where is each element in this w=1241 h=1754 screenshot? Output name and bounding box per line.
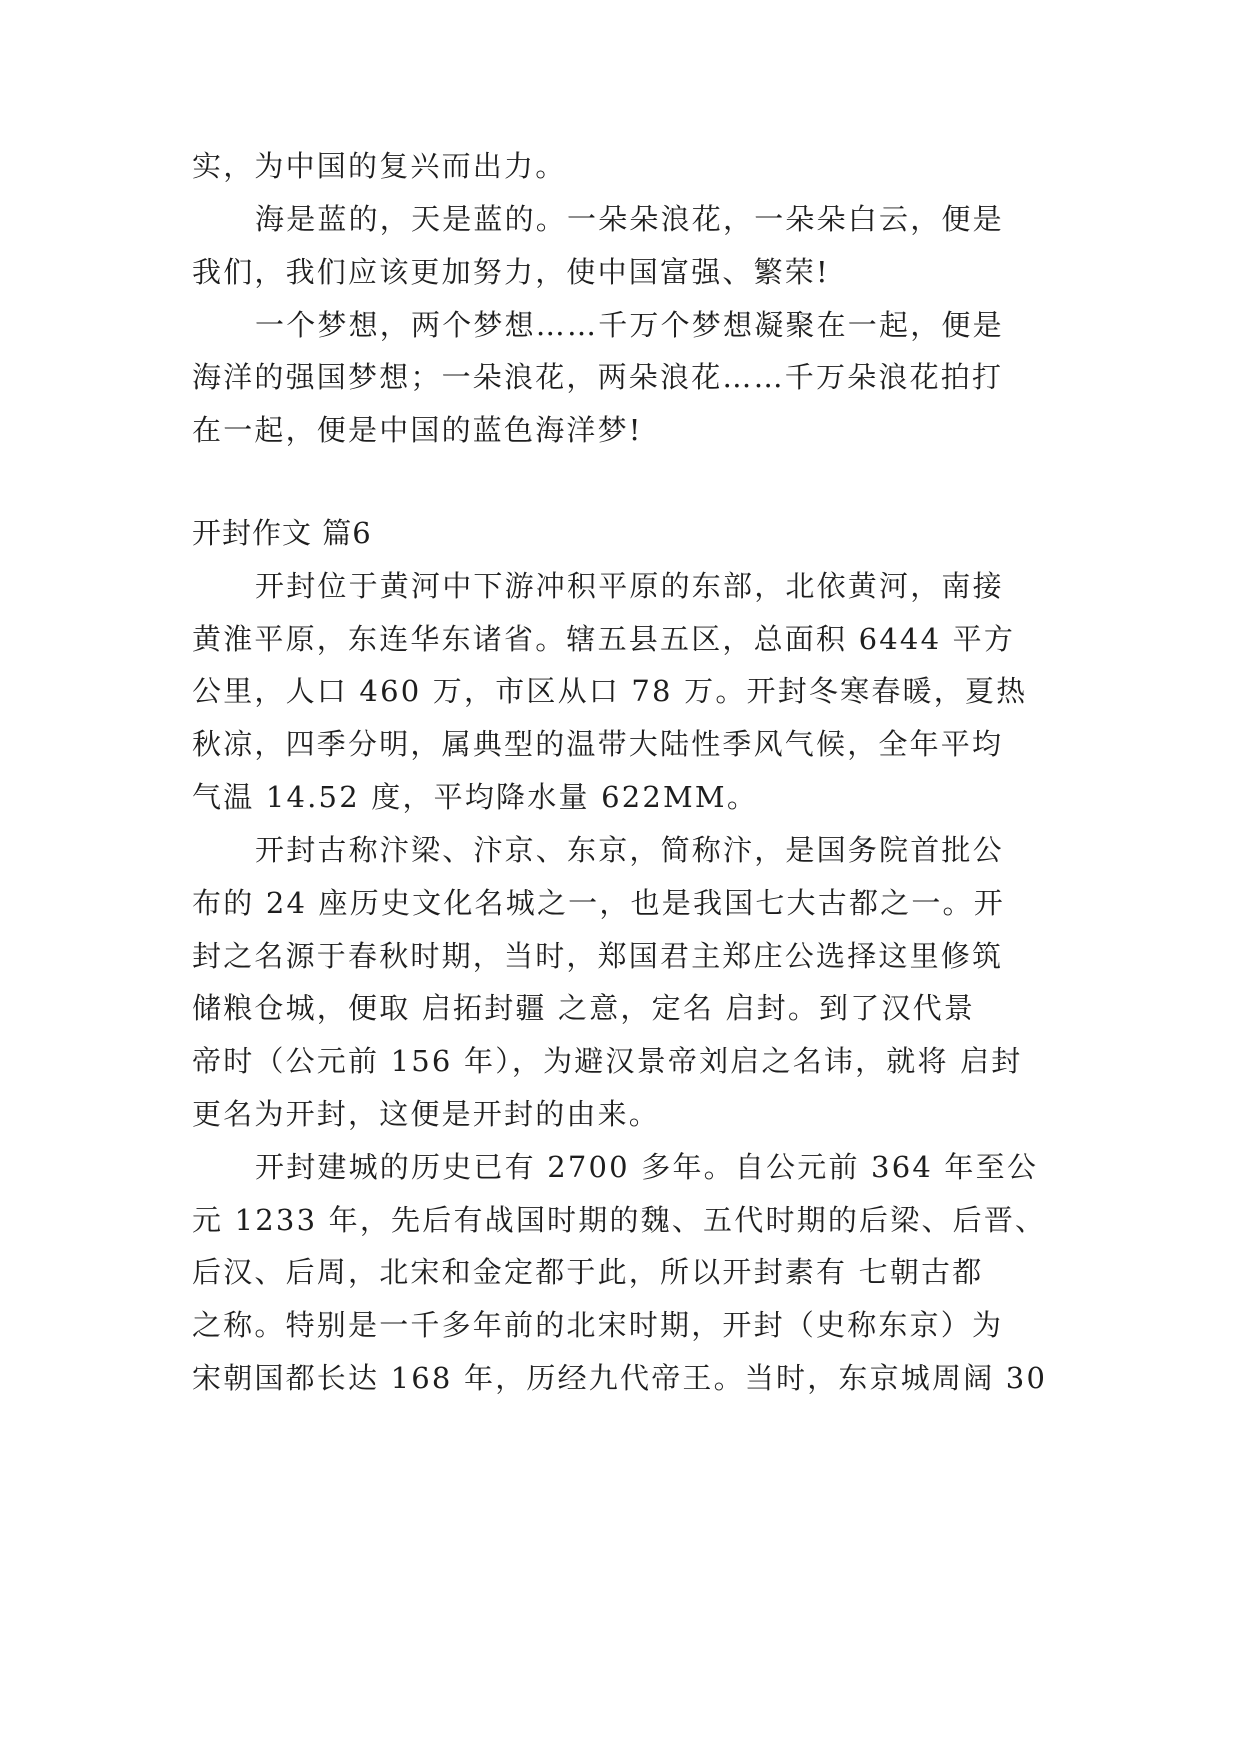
text-line: 后汉、后周，北宋和金定都于此，所以开封素有 七朝古都 — [192, 1255, 984, 1289]
paragraph-first-line: 开封位于黄河中下游冲积平原的东部，北依黄河，南接 — [255, 569, 1004, 603]
section-heading: 开封作文 篇6 — [192, 516, 372, 550]
text-line: 元 1233 年，先后有战国时期的魏、五代时期的后梁、后晋、 — [192, 1203, 1047, 1237]
text-line: 之称。特别是一千多年前的北宋时期，开封（史称东京）为 — [192, 1308, 1004, 1342]
text-line: 更名为开封，这便是开封的由来。 — [192, 1097, 661, 1131]
text-line: 封之名源于春秋时期，当时，郑国君主郑庄公选择这里修筑 — [192, 939, 1004, 973]
text-line: 实，为中国的复兴而出力。 — [192, 149, 567, 183]
paragraph-first-line: 开封建城的历史已有 2700 多年。自公元前 364 年至公 — [255, 1150, 1039, 1184]
text-line: 秋凉，四季分明，属典型的温带大陆性季风气候，全年平均 — [192, 727, 1004, 761]
text-line: 在一起，便是中国的蓝色海洋梦! — [192, 413, 643, 447]
text-line: 帝时（公元前 156 年），为避汉景帝刘启之名讳，就将 启封 — [192, 1044, 1023, 1078]
text-line: 气温 14.52 度，平均降水量 622MM。 — [192, 780, 759, 814]
text-line: 公里，人口 460 万，市区从口 78 万。开封冬寒春暖，夏热 — [192, 674, 1028, 708]
paragraph-first-line: 海是蓝的，天是蓝的。一朵朵浪花，一朵朵白云，便是 — [255, 202, 1004, 236]
paragraph-first-line: 一个梦想，两个梦想……千万个梦想凝聚在一起，便是 — [255, 308, 1004, 342]
text-line: 黄淮平原，东连华东诸省。辖五县五区，总面积 6444 平方 — [192, 622, 1016, 656]
text-line: 储粮仓城，便取 启拓封疆 之意，定名 启封。到了汉代景 — [192, 991, 976, 1025]
text-line: 我们，我们应该更加努力，使中国富强、繁荣! — [192, 255, 830, 289]
text-line: 海洋的强国梦想；一朵浪花，两朵浪花……千万朵浪花拍打 — [192, 360, 1004, 394]
text-line: 宋朝国都长达 168 年，历经九代帝王。当时，东京城周阔 30 — [192, 1361, 1048, 1395]
paragraph-first-line: 开封古称汴梁、汴京、东京，简称汴，是国务院首批公 — [255, 833, 1004, 867]
text-line: 布的 24 座历史文化名城之一，也是我国七大古都之一。开 — [192, 886, 1005, 920]
